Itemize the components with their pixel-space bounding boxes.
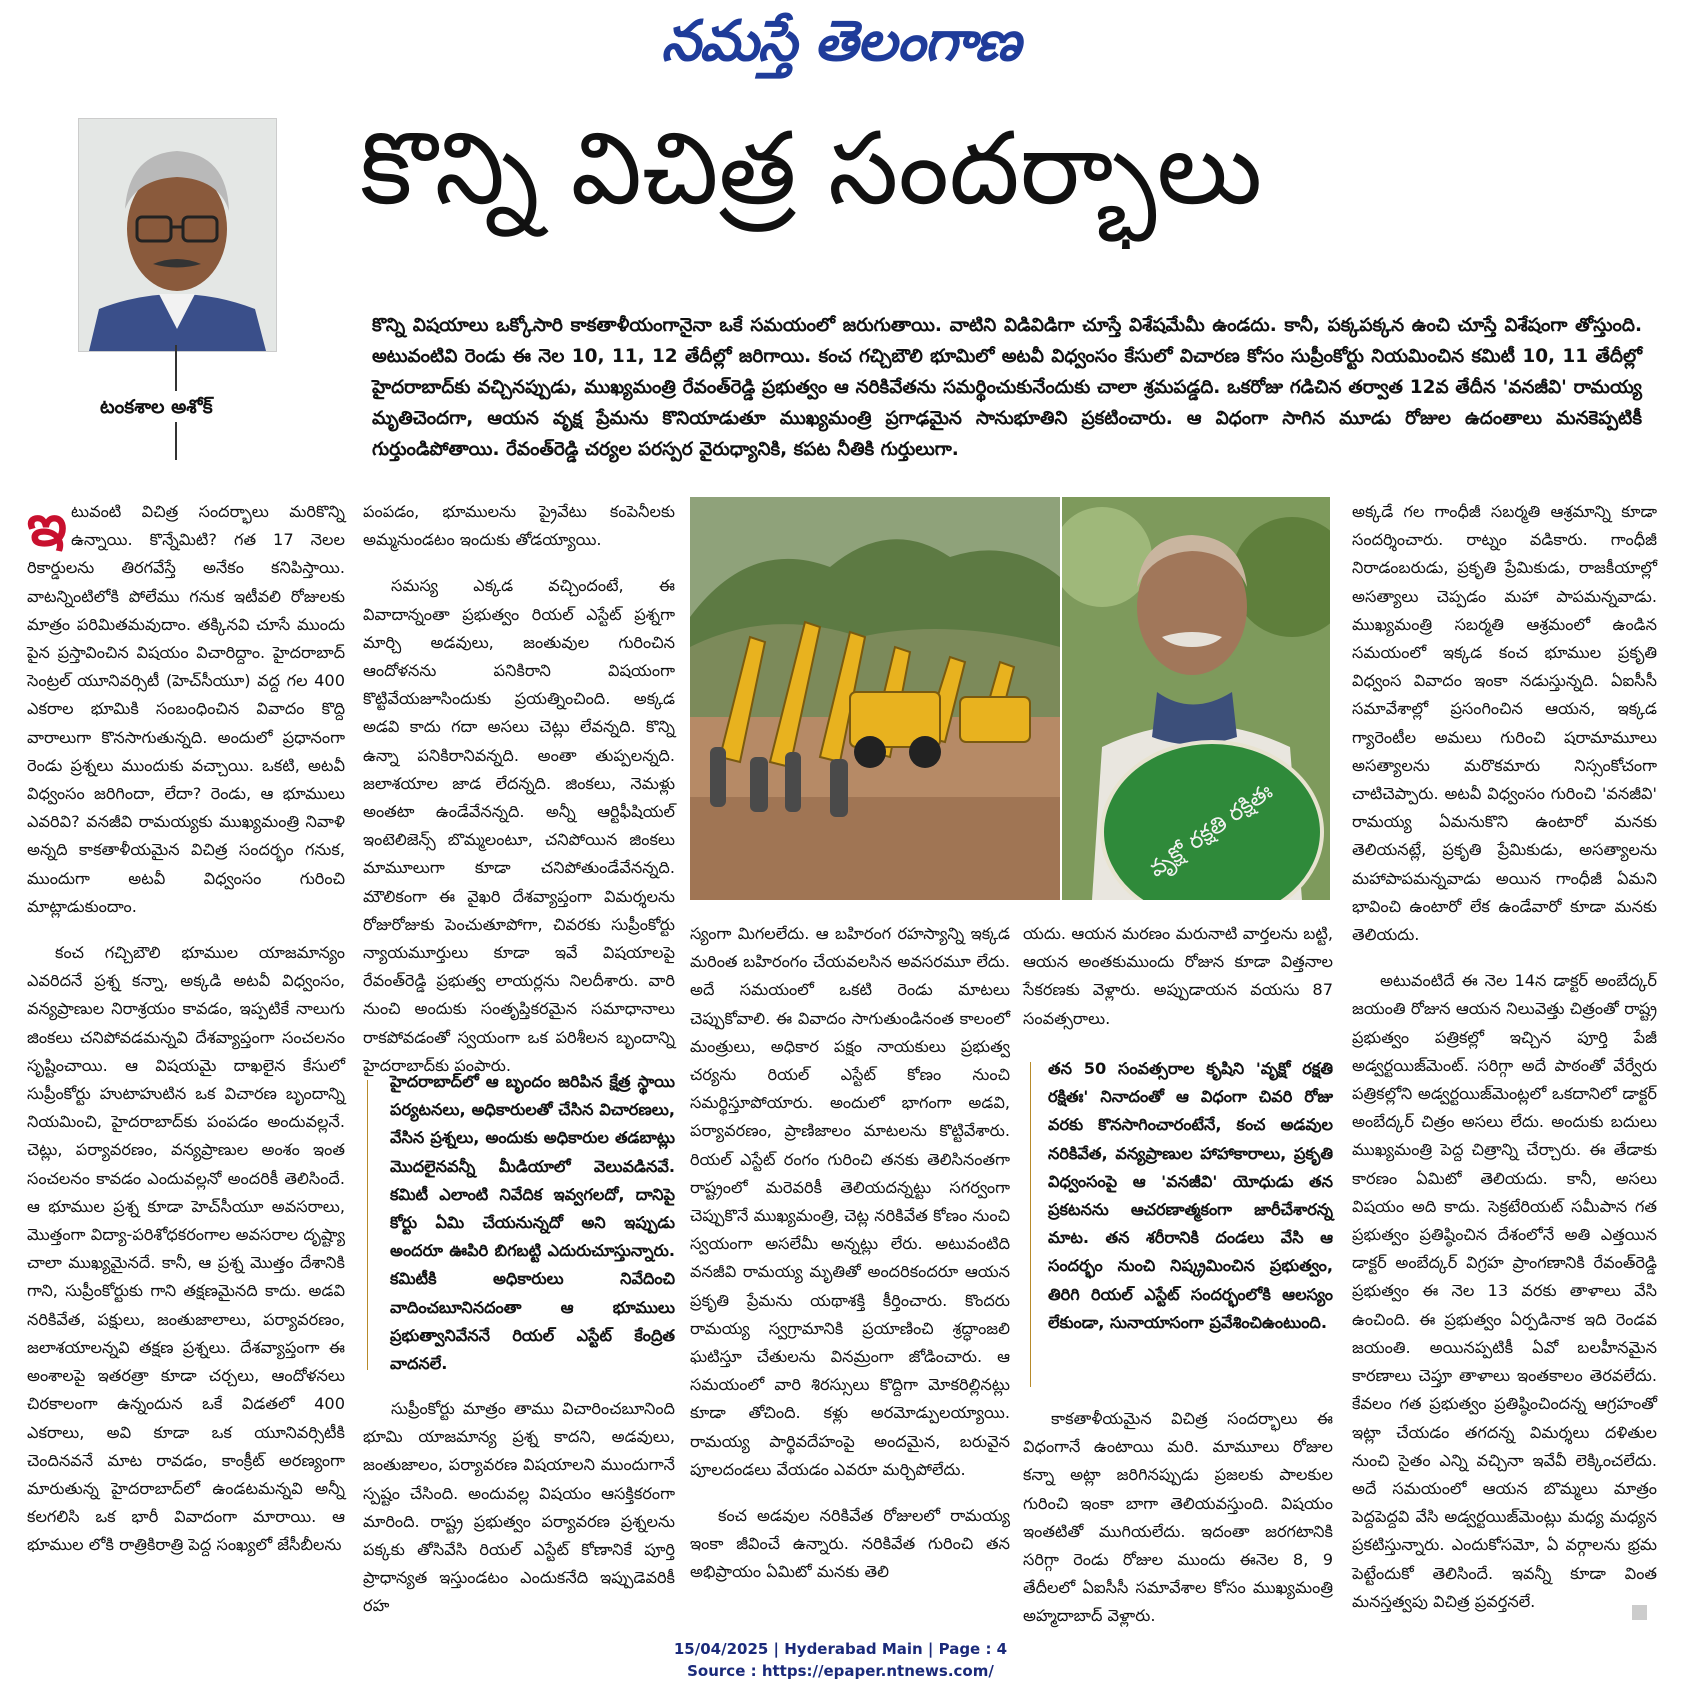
pull-quote-2: తన 50 సంవత్సరాల కృషిని 'వృక్షో రక్షతి రక్షితః' నినాదంతో ఆ విధంగా చివరి రోజు వరకు కొనసాగించారంటేనే, కంచ అడవుల నరికివేత, వన్యప్రాణుల హాహాకారాలు, ప్రకృతి విధ్వంసంపై ఆ 'వనజీవి' యోధుడు తన ప్రకటనను ఆచరణాత్మకంగా జారీచేశారన్న మాట. తన శరీరానికి దండలు వేసి ఆ సందర్భం నుంచి నిష్క్రమించిన ప్రభుత్వం, తిరిగి రియల్ ఎస్టేట్ సందర్భంలోకి ఆలస్యం లేకుండా, సునాయాసంగా ప్రవేశించిఉంటుంది. [1048,1059,1333,1332]
banner-text: వృక్షో రక్షతి రక్షితః [1144,779,1278,883]
quote-rule [367,1080,368,1370]
paragraph: సమస్య ఎక్కడ వచ్చిందంటే, ఈ వివాదాన్నంతా ప్రభుత్వం రియల్ ఎస్టేట్ ప్రశ్నగా మార్చి అడవులు, జంతువుల గురించిన ఆందోళనను పనికిరాని విషయంగా కొట్టివేయజూసిందుకు ప్రయత్నించింది. అక్కడ అడవి కాదు గదా అసలు చెట్లు లేవన్నది. కొన్ని ఉన్నా పనికిరానివన్నది. అంతా తుప్పలన్నది. జలాశయాల జాడ లేదన్నది. జింకలు, నెమళ్లు అంతటా ఉండేవేనన్నది. అన్నీ ఆర్టిఫీషియల్ ఇంటెలిజెన్స్ బొమ్మలంటూ, చనిపోయిన జింకలు మామూలుగా కూడా చనిపోతుండేవేనన్నది. మౌలికంగా ఈ వైఖరి దేశవ్యాప్తంగా విమర్శలను రోజురోజుకు పెంచుతూపోగా, చివరకు సుప్రీంకోర్టు న్యాయమూర్తులు కూడా ఇవే విషయాలపై రేవంత్‌రెడ్డి ప్రభుత్వ లాయర్లను నిలదీశారు. వారి నుంచి అందుకు సంతృప్తికరమైన సమాధానాలు రాకపోవడంతో స్వయంగా ఒక పరిశీలన బృందాన్ని హైదరాబాద్‌కు పంపారు. [363,576,675,1075]
paragraph: అక్కడే గల గాంధీజీ సబర్మతి ఆశ్రమాన్ని కూడా సందర్శించారు. రాట్నం వడికారు. గాంధీజీ నిరాడంబరుడు, ప్రకృతి ప్రేమికుడు, రాజకీయాల్లో అసత్యాలు చెప్పడం మహా పాపమన్నవాడు. ముఖ్యమంత్రి సబర్మతి ఆశ్రమంలో ఉండిన సమయంలో ఇక్కడ కంచ భూముల ప్రకృతి విధ్వంస వివాదం ఇంకా నడుస్తున్నది. ఏఐసీసీ సమావేశాల్లో ప్రసంగించిన ఆయన, ఇక్కడ గ్యారెంటీల అమలు గురించి షరామామూలు అసత్యాలను మరొకమారు నిస్సంకోచంగా చాటిచెప్పారు. అటవీ విధ్వంసం గురించి 'వనజీవి' రామయ్య ఏమనుకొని ఉంటారో మనకు తెలియనట్లే, ప్రకృతి ప్రేమికుడు, అసత్యాలను మహాపాపమన్నవాడు అయిన గాంధీజీ ఏమని భావించి ఉంటారో లేక ఉండేవారో కూడా మనకు తెలియదు. [1352,502,1657,945]
article-column-4b [1023,1405,1333,1649]
article-column-2b [363,1395,675,1639]
masthead-logo: నమస్తే తెలంగాణ [661,8,1020,74]
page-footer [0,1638,1681,1682]
drop-cap: ఇ [27,491,67,559]
article-column-2 [363,498,675,1098]
headline: కొన్ని విచిత్ర సందర్భాలు [360,110,1263,227]
author-byline: టంకశాల అశోక్ [100,396,213,418]
footer-edition: 15/04/2025 | Hyderabad Main | Page : 4 [673,1640,1008,1658]
article-column-3 [690,920,1010,1605]
article-column-1 [27,491,345,1578]
paragraph: స్యంగా మిగలలేదు. ఆ బహిరంగ రహస్యాన్ని ఇక్కడ మరింత బహిరంగం చేయవలసిన అవసరమూ లేదు. అదే సమయంలో ఒకటి రెండు మాటలు చెప్పుకోవాలి. ఈ వివాదం సాగుతుండినంత కాలంలో మంత్రులు, అధికార పక్షం నాయకులు ప్రభుత్వ చర్యను రియల్ ఎస్టేట్ కోణం నుంచి సమర్థిస్తూపోయారు. అందులో భాగంగా అడవి, పర్యావరణం, ప్రాణిజాలం మాటలను కొట్టివేశారు. రియల్ ఎస్టేట్ రంగం గురించి తనకు తెలిసినంతగా రాష్ట్రంలో మరెవరికీ తెలియదన్నట్టు సగర్వంగా చెప్పుకొనే ముఖ్యమంత్రి, చెట్ల నరికివేత కోణం నుంచి స్వయంగా అసలేమీ అన్నట్లు లేరు. అటువంటిది వనజీవి రామయ్య మృతితో అందరికందరూ ఆయన ప్రకృతి ప్రేమను యథాశక్తి కీర్తించారు. కొందరు రామయ్య స్వగ్రామానికి ప్రయాణించి శ్రద్ధాంజలి ఘటిస్తూ చేతులను వినమ్రంగా జోడించారు. ఆ సమయంలో వారి శిరస్సులు కొద్దిగా మోకరిల్లినట్లు కూడా తోచింది. కళ్లు అరమోడ్పులయ్యాయి. రామయ్య పార్థివదేహంపై అందమైన, బరువైన పూలదండలు వేయడం ఎవరూ మర్చిపోలేదు. [690,924,1010,1479]
footer-source: Source : https://epaper.ntnews.com/ [687,1662,994,1680]
paragraph: టువంటి విచిత్ర సందర్భాలు మరికొన్ని ఉన్నాయి. కొన్నేమిటి? గత 17 నెలల రికార్డులను తిరగవేస్తే అనేకం కనిపిస్తాయి. వాటన్నింటిలోకి పోలేము గనుక ఇటీవలి రోజులకు మాత్రం పరిమితమవుదాం. తక్కినవి చూసే ముందు పైన ప్రస్తావించిన విషయం విచారిద్దాం. హైదరాబాద్ సెంట్రల్ యూనివర్సిటీ (హెచ్‌సీయూ) వద్ద గల 400 ఎకరాల భూమికి సంబంధించిన వివాదం కొద్ది వారాలుగా కొనసాగుతున్నది. అందులో ప్రధానంగా రెండు ప్రశ్నలు ముందుకు వచ్చాయి. ఒకటి, అటవీ విధ్వంసం జరిగిందా, లేదా? రెండు, ఆ భూములు ఎవరివి? వనజీవి రామయ్యకు ముఖ్యమంత్రి నివాళి అన్నది కాకతాళీయమైన విచిత్ర సందర్భం గనుక, ముందుగా అటవీ విధ్వంసం గురించి మాట్లాడుకుందాం. [27,502,345,916]
paragraph: కంచ అడవుల నరికివేత రోజులలో రామయ్య ఇంకా జీవించే ఉన్నారు. నరికివేత గురించి తన అభిప్రాయం ఏమిటో మనకు తెలి [690,1506,1010,1582]
article-column-5 [1352,498,1657,1634]
excavators-photo [690,497,1060,900]
paragraph: పంపడం, భూములను ప్రైవేటు కంపెనీలకు అమ్మనుండటం ఇందుకు తోడయ్యాయి. [363,502,675,550]
author-photo [78,118,277,352]
paragraph: అటువంటిదే ఈ నెల 14న డాక్టర్ అంబేద్కర్ జయంతి రోజున ఆయన నిలువెత్తు చిత్రంతో రాష్ట్ర ప్రభుత్వం పత్రికల్లో ఇచ్చిన పూర్తి పేజీ అడ్వర్టయిజ్‌మెంట్. సరిగ్గా అదే పాఠంతో వేర్వేరు పత్రికల్లోని అడ్వర్టయిజ్‌మెంట్లలో ఒకదానిలో డాక్టర్ అంబేద్కర్ చిత్రం అసలు లేదు. అందుకు బదులు ముఖ్యమంత్రి పెద్ద చిత్రాన్ని చేర్చారు. ఈ తేడాకు కారణం ఏమిటో తెలియదు. కానీ, అసలు విషయం అది కాదు. సెక్రటేరియట్ సమీపాన గత ప్రభుత్వం ప్రతిష్ఠించిన దేశంలోనే అతి ఎత్తయిన డాక్టర్ అంబేద్కర్ విగ్రహ ప్రాంగణానికి రేవంత్‌రెడ్డి ప్రభుత్వం ఈ నెల 13 వరకు తాళాలు వేసి ఉంచింది. ఈ ప్రభుత్వం ఏర్పడినాక ఇది రెండవ జయంతి. అయినప్పటికీ ఏవో బలహీనమైన కారణాలు చెప్తూ తాళాలు ఇంతకాలం తెరవలేదు. కేవలం గత ప్రభుత్వం ప్రతిష్ఠించిందన్న ఆగ్రహంతో ఇట్లా చేయడం తగదన్న విమర్శలు దళితుల నుంచి సైతం ఎన్ని వచ్చినా ఇవేవీ లెక్కించలేదు. అదే సమయంలో ఆయన బొమ్మలు మాత్రం పెద్దపెద్దవి వేసి అడ్వర్టయిజ్‌మెంట్లు మధ్య మధ్యన ప్రకటిస్తున్నారు. ఎందుకోసమో, ఏ వర్గాలను భ్రమ పెట్టేందుకో తెలిసిందే. ఇవన్నీ కూడా వింత మనస్తత్వపు విచిత్ర ప్రవర్తనలే. [1352,971,1657,1611]
paragraph: కాకతాళీయమైన విచిత్ర సందర్భాలు ఈ విధంగానే ఉంటాయి మరి. మామూలు రోజుల కన్నా అట్లా జరిగినప్పుడు ప్రజలకు పాలకుల గురించి ఇంకా బాగా తెలియవస్తుంది. విషయం ఇంతటితో ముగియలేదు. ఇదంతా జరగటానికి సరిగ్గా రెండు రోజుల ముందు ఈనెల 8, 9 తేదీలలో ఏఐసీసీ సమావేశాల కోసం ముఖ్యమంత్రి అహ్మదాబాద్ వెళ్లారు. [1023,1409,1333,1626]
paragraph: యదు. ఆయన మరణం మరునాటి వార్తలను బట్టి, ఆయన అంతకుముందు రోజున కూడా విత్తనాల సేకరణకు వెళ్లారు. అప్పుడాయన వయసు 87 సంవత్సరాలు. [1023,924,1333,1028]
author-divider [175,422,177,460]
intro-paragraph: కొన్ని విషయాలు ఒక్కోసారి కాకతాళీయంగానైనా ఒకే సమయంలో జరుగుతాయి. వాటిని విడివిడిగా చూస్తే విశేషమేమీ ఉండదు. కానీ, పక్కపక్కన ఉంచి చూస్తే విశేషంగా తోస్తుంది. అటువంటివి రెండు ఈ నెల 10, 11, 12 తేదీల్లో జరిగాయి. కంచ గచ్చిబౌలి భూమిలో అటవీ విధ్వంసం కేసులో విచారణ కోసం సుప్రీంకోర్టు నియమించిన కమిటీ 10, 11 తేదీల్లో హైదరాబాద్‌కు వచ్చినప్పుడు, ముఖ్యమంత్రి రేవంత్‌రెడ్డి ప్రభుత్వం ఆ నరికివేతను సమర్థించుకునేందుకు చాలా శ్రమపడ్డది. ఒకరోజు గడిచిన తర్వాత 12వ తేదీన 'వనజీవి' రామయ్య మృతిచెందగా, ఆయన వృక్ష ప్రేమను కొనియాడుతూ ముఖ్యమంత్రి ప్రగాఢమైన సానుభూతిని ప్రకటించారు. ఆ విధంగా సాగిన మూడు రోజుల ఉదంతాలు మనకెప్పటికీ గుర్తుండిపోతాయి. రేవంత్‌రెడ్డి చర్యల పరస్పర వైరుధ్యానికి, కపట నీతికి గుర్తులుగా. [372,315,1642,460]
pull-quote-1: హైదరాబాద్‌లో ఆ బృందం జరిపిన క్షేత్ర స్థాయి పర్యటనలు, అధికారులతో చేసిన విచారణలు, వేసిన ప్రశ్నలు, అందుకు అధికారుల తడబాట్లు మొదలైనవన్నీ మీడియాలో వెలువడినవే. కమిటీ ఎలాంటి నివేదిక ఇవ్వగలదో, దానిపై కోర్టు ఏమి చేయనున్నదో అని ఇప్పుడు అందరూ ఊపిరి బిగబట్టి ఎదురుచూస్తున్నారు. కమిటీకి అధికారులు నివేదించి వాదించబూనినదంతా ఆ భూములు ప్రభుత్వానివేననే రియల్ ఎస్టేట్ కేంద్రిత వాదనలే. [390,1072,675,1374]
end-marker [1632,1605,1647,1620]
paragraph: సుప్రీంకోర్టు మాత్రం తాము విచారించబూనింది భూమి యాజమాన్య ప్రశ్న కాదని, అడవులు, జంతుజాలం, పర్యావరణ విషయాలని ముందుగానే స్పష్టం చేసింది. అందువల్ల విషయం ఆసక్తికరంగా మారింది. రాష్ట్ర ప్రభుత్వం పర్యావరణ ప్రశ్నలను పక్కకు తోసివేసి రియల్ ఎస్టేట్ కోణానికే పూర్తి ప్రాధాన్యత ఇస్తుండటం ఎందుకనేది ఇప్పుడెవరికీ రహ [363,1399,675,1616]
quote-rule [1030,1062,1031,1387]
vanajeevi-ramaiah-photo [1062,497,1330,900]
article-column-4 [1023,920,1333,1051]
author-divider [175,345,177,391]
paragraph: కంచ గచ్చిబౌలి భూముల యాజమాన్యం ఎవరిదనే ప్రశ్న కన్నా, అక్కడి అటవీ విధ్వంసం, వన్యప్రాణుల నిరాశ్రయం కావడం, ఇప్పటికే నాలుగు జింకలు చనిపోవడమన్నవి దేశవ్యాప్తంగా సంచలనం సృష్టించాయి. ఆ విషయమై దాఖలైన కేసులో సుప్రీంకోర్టు హుటాహుటిన ఒక విచారణ బృందాన్ని నియమించి, హైదరాబాద్‌కు పంపడం అందువల్లనే. చెట్లు, పర్యావరణం, వన్యప్రాణుల అంశం ఇంత సంచలనం కావడం ఎందువల్లనో అందరికీ తెలిసిందే. ఆ భూముల ప్రశ్న కూడా హెచ్‌సీయూ అవసరాలు, మొత్తంగా విద్యా-పరిశోధకరంగాల అవసరాల దృష్ట్యా చాలా ముఖ్యమైనదే. కానీ, ఆ ప్రశ్న మొత్తం దేశానికి గాని, సుప్రీంకోర్టుకు గాని తక్షణమైనది కాదు. అడవి నరికివేత, పక్షులు, జంతుజాలాలు, పర్యావరణం, జలాశయాలన్నవి తక్షణ ప్రశ్నలు. దేశవ్యాప్తంగా ఈ అంశాలపై ఇతరత్రా కూడా చర్చలు, ఆందోళనలు చిరకాలంగా ఉన్నందున ఒకే విడతలో 400 ఎకరాలు, అవి కూడా ఒక యూనివర్సిటీకి చెందినవనే మాట రావడం, కాంక్రీట్ అరణ్యంగా మారుతున్న హైదరాబాద్‌లో ఉండటమన్నవి అన్నీ కలగలిసి ఒక భారీ వివాదంగా మారాయి. ఆ భూముల లోకి రాత్రికిరాత్రి పెద్ద సంఖ్యలో జేసీబీలను [27,943,345,1555]
